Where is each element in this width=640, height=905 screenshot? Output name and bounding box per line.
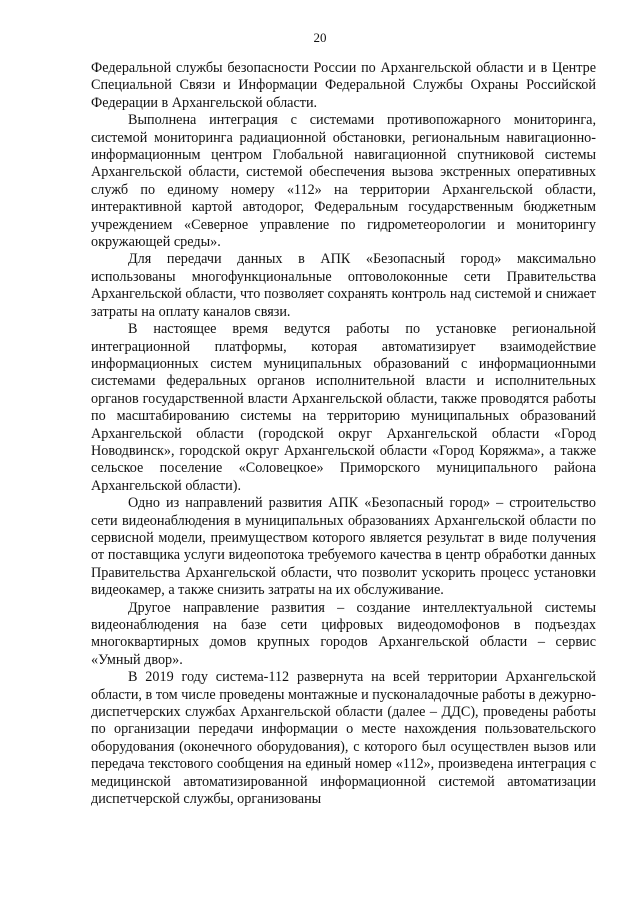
paragraph-integration: Выполнена интеграция с системами противопожарного мониторинга, системой мониторинга радиационной обстановки, региональным навигационно-информационным центром Глобальной навигационной спутниковой системы Архангельской области, системой обеспечения вызова экстренных оперативных служб по единому номеру «112» на территории Архангельской области, интерактивной картой автодорог, Федеральным государственным бюджетным учреждением «Северное управление по гидрометеорологии и мониторингу окружающей среды». <box>91 112 596 251</box>
paragraph-data-transfer: Для передачи данных в АПК «Безопасный город» максимально использованы многофункциональные оптоволоконные сети Правительства Архангельской области, что позволяет сохранять контроль над системой и снижает затраты на оплату каналов связи. <box>91 251 596 320</box>
page-number: 20 <box>313 30 327 45</box>
paragraph-video-network: Одно из направлений развития АПК «Безопасный город» – строительство сети видеонаблюдения в муниципальных образованиях Архангельской области по сервисной модели, преимуществом которого является результат в виде получения от поставщика услуги видеопотока требуемого качества в центр обработки данных Правительства Архангельской области, что позволит ускорить процесс установки видеокамер, а также снизить затраты на их обслуживание. <box>91 495 596 599</box>
paragraph-system-112: В 2019 году система-112 развернута на всей территории Архангельской области, в том числе проведены монтажные и пусконаладочные работы в дежурно-диспетчерских службах Архангельской области (далее – ДДС), проведены работы по организации передачи информации о месте нахождения пользовательского оборудования (оконечного оборудования), с которого был осуществлен вызов или передача текстового сообщения на единый номер «112», произведена интеграция с медицинской автоматизированной информационной системой автоматизации диспетчерской службы, организованы <box>91 669 596 808</box>
document-body <box>91 60 596 808</box>
paragraph-smart-yard: Другое направление развития – создание интеллектуальной системы видеонаблюдения на базе сети цифровых видеодомофонов в подъездах многоквартирных домов крупных городов Архангельской области – сервис «Умный двор». <box>91 599 596 668</box>
paragraph-regional-platform: В настоящее время ведутся работы по установке региональной интеграционной платформы, которая автоматизирует взаимодействие информационных систем муниципальных образований с информационными системами федеральных органов исполнительной власти и исполнительных органов государственной власти Архангельской области, также проводятся работы по масштабированию системы на территорию муниципальных образований Архангельской области (городской округ Архангельской области «Город Новодвинск», городской округ Архангельской области «Город Коряжма», а также сельское поселение «Соловецкое» Приморского муниципального района Архангельской области). <box>91 321 596 494</box>
paragraph-continuation: Федеральной службы безопасности России по Архангельской области и в Центре Специальной Связи и Информации Федеральной Службы Охраны Российской Федерации в Архангельской области. <box>91 60 596 111</box>
